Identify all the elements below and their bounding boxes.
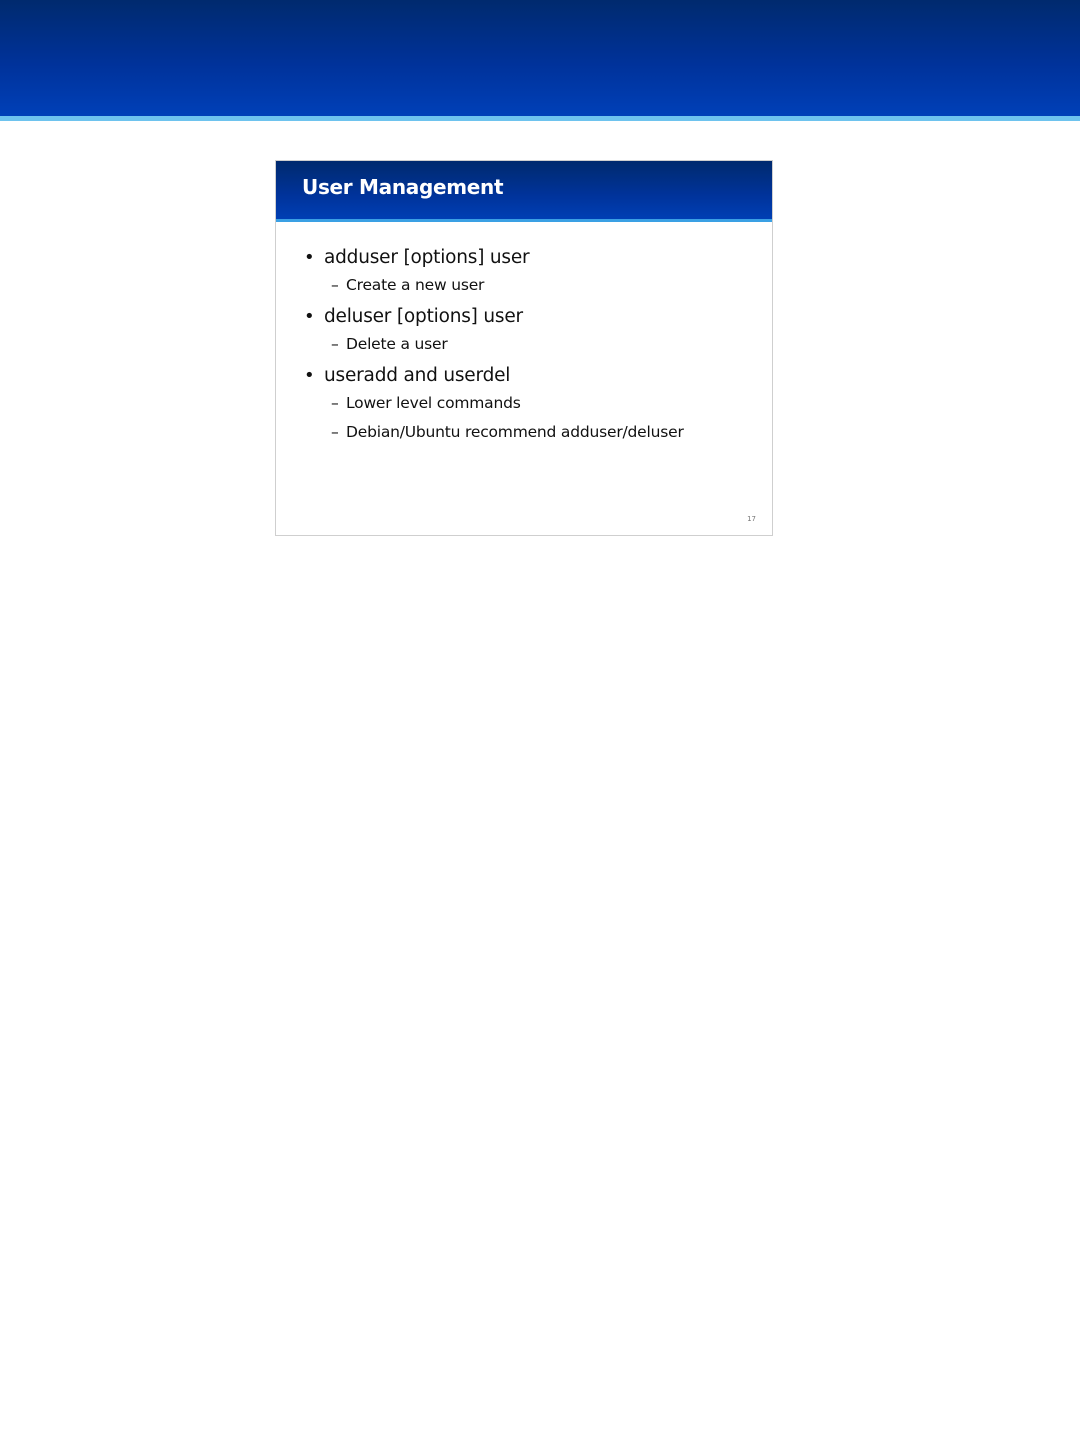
bullet-item <box>304 363 754 389</box>
bullet-item <box>304 304 754 330</box>
bullet-text: adduser [options] user <box>324 247 530 268</box>
slide-page-number: 17 <box>747 515 756 523</box>
bullet-text: deluser [options] user <box>324 306 523 327</box>
dash-icon: – <box>331 394 339 412</box>
slide-title: User Management <box>302 175 504 199</box>
dash-icon: – <box>331 335 339 353</box>
sub-bullet-text: Delete a user <box>346 335 448 353</box>
sub-bullet-text: Debian/Ubuntu recommend adduser/deluser <box>346 423 684 441</box>
bullet-text: useradd and userdel <box>324 365 511 386</box>
sub-bullet-item <box>304 330 754 359</box>
sub-bullet-item <box>304 271 754 300</box>
slide-thumbnail <box>275 160 773 536</box>
bullet-dot-icon: • <box>304 365 315 386</box>
sub-bullet-text: Lower level commands <box>346 394 521 412</box>
bullet-dot-icon: • <box>304 247 315 268</box>
bullet-dot-icon: • <box>304 306 315 327</box>
sub-bullet-text: Create a new user <box>346 276 485 294</box>
bullet-item <box>304 245 754 271</box>
sub-bullet-item <box>304 389 754 418</box>
slide-header-accent-line <box>276 219 772 222</box>
top-banner <box>0 0 1080 116</box>
dash-icon: – <box>331 276 339 294</box>
top-banner-accent-line <box>0 116 1080 121</box>
slide-body <box>304 245 754 447</box>
sub-bullet-item <box>304 418 754 447</box>
dash-icon: – <box>331 423 339 441</box>
